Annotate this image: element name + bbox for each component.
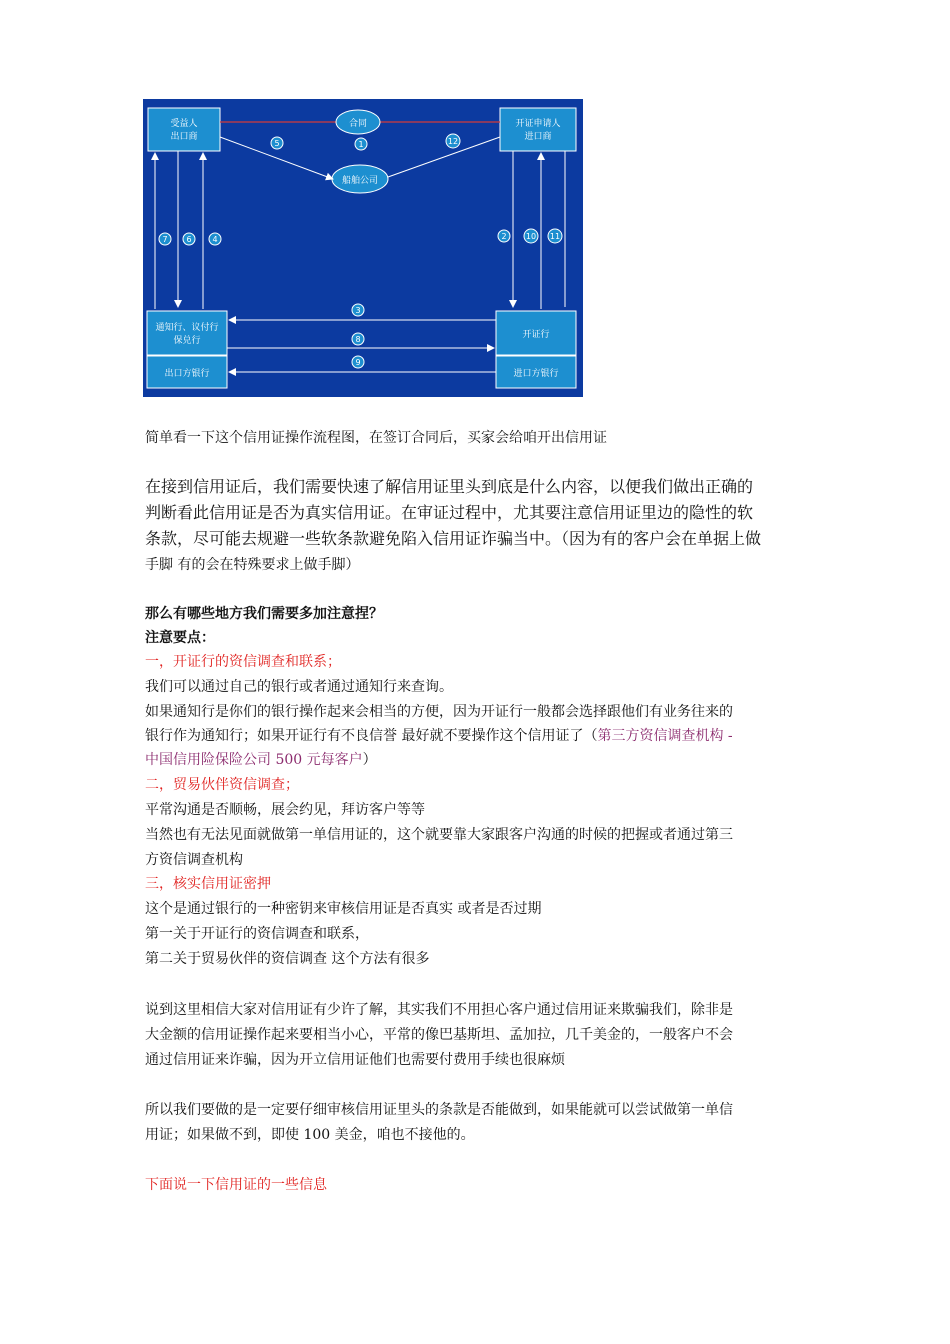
applicant-box xyxy=(500,108,576,151)
point-3-line-1: 这个是通过银行的一种密钥来审核信用证是否真实 或者是否过期 xyxy=(145,901,542,917)
conclusion-line-1: 所以我们要做的是一定要仔细审核信用证里头的条款是否能做到，如果能就可以尝试做第一单信 xyxy=(145,1102,733,1118)
key-points-heading: 注意要点： xyxy=(145,630,215,646)
issuing-bank-label: 开证行 xyxy=(522,330,550,340)
point-2-line-1: 平常沟通是否顺畅，展会约见，拜访客户等等 xyxy=(145,802,425,818)
step-5-top-label: 5 xyxy=(274,139,280,148)
importer-bank-label: 进口方银行 xyxy=(513,369,559,379)
step-10-label: 10 xyxy=(525,232,537,241)
point-1-line-3 xyxy=(145,726,733,746)
contract-label: 合同 xyxy=(348,119,368,129)
exporter-bank-label: 出口方银行 xyxy=(164,369,210,379)
insurance-company-text: 中国信用险保险公司 500 元每客户 xyxy=(145,752,363,768)
step-9-label: 9 xyxy=(355,358,361,367)
intro-line-1: 在接到信用证后，我们需要快速了解信用证里头到底是什么内容，以便我们做出正确的 xyxy=(145,477,754,496)
third-party-agency-text: 第三方资信调查机构 - xyxy=(597,728,733,744)
summary-line-3: 通过信用证来诈骗，因为开立信用证他们也需要付费用手续也很麻烦 xyxy=(145,1052,565,1068)
summary-line-1: 说到这里相信大家对信用证有少许了解，其实我们不用担心客户通过信用证来欺骗我们，除非是 xyxy=(145,1002,733,1018)
point-1-line-2: 如果通知行是你们的银行操作起来会相当的方便，因为开证行一般都会选择跟他们有业务往来的 xyxy=(145,704,733,720)
advising-label-1: 通知行、议付行 xyxy=(155,323,219,333)
beneficiary-label-2: 出口商 xyxy=(170,132,198,142)
step-11-label: 11 xyxy=(549,232,561,241)
point-2-line-3: 方资信调查机构 xyxy=(145,852,243,868)
next-section-heading: 下面说一下信用证的一些信息 xyxy=(145,1177,327,1193)
diagram-caption: 简单看一下这个信用证操作流程图，在签订合同后，买家会给咱开出信用证 xyxy=(145,430,607,446)
shipping-label: 船舶公司 xyxy=(341,176,379,186)
step-1-label: 1 xyxy=(358,140,364,149)
applicant-label-2: 进口商 xyxy=(524,132,552,142)
point-3-heading: 三，核实信用证密押 xyxy=(145,876,271,892)
intro-line-2: 判断看此信用证是否为真实信用证。在审证过程中，尤其要注意信用证里边的隐性的软 xyxy=(145,503,754,522)
advising-bank-box xyxy=(147,311,227,355)
step-7-label: 7 xyxy=(162,235,168,244)
point-1-heading: 一，开证行的资信调查和联系； xyxy=(145,654,341,670)
point-1-line-4 xyxy=(145,750,377,770)
advising-label-2: 保兑行 xyxy=(173,336,201,346)
step-3-label: 3 xyxy=(355,306,361,315)
summary-line-2: 大金额的信用证操作起来要相当小心，平常的像巴基斯坦、孟加拉，几千美金的，一般客户不会 xyxy=(145,1027,733,1043)
step-4-label: 4 xyxy=(212,235,218,244)
intro-line-3: 条款，尽可能去规避一些软条款避免陷入信用证诈骗当中。（因为有的客户会在单据上做 xyxy=(145,529,762,548)
step-2-label: 2 xyxy=(501,232,507,241)
point-1-line-1: 我们可以通过自己的银行或者通过通知行来查询。 xyxy=(145,679,453,695)
intro-line-4: 手脚 有的会在特殊要求上做手脚） xyxy=(145,557,360,573)
point-3-line-2: 第一关于开证行的资信调查和联系， xyxy=(145,926,369,942)
beneficiary-label-1: 受益人 xyxy=(170,119,198,129)
step-8-label: 8 xyxy=(355,335,361,344)
beneficiary-box xyxy=(148,108,220,151)
applicant-label-1: 开证申请人 xyxy=(515,119,561,129)
point-3-line-3: 第二关于贸易伙伴的资信调查 这个方法有很多 xyxy=(145,951,430,967)
step-6-label: 6 xyxy=(186,235,192,244)
lc-flowchart xyxy=(143,99,583,397)
step-12-label: 12 xyxy=(447,137,459,146)
closing-paren: ） xyxy=(362,752,377,768)
conclusion-line-2: 用证；如果做不到，即使 100 美金，咱也不接他的。 xyxy=(145,1127,475,1143)
question-heading: 那么有哪些地方我们需要多加注意捏？ xyxy=(145,606,383,622)
point-2-line-2: 当然也有无法见面就做第一单信用证的，这个就要靠大家跟客户沟通的时候的把握或者通过第三 xyxy=(145,827,733,843)
point-1-line-3-text: 银行作为通知行；如果开证行有不良信誉 最好就不要操作这个信用证了（ xyxy=(145,728,598,744)
point-2-heading: 二，贸易伙伴资信调查； xyxy=(145,777,299,793)
